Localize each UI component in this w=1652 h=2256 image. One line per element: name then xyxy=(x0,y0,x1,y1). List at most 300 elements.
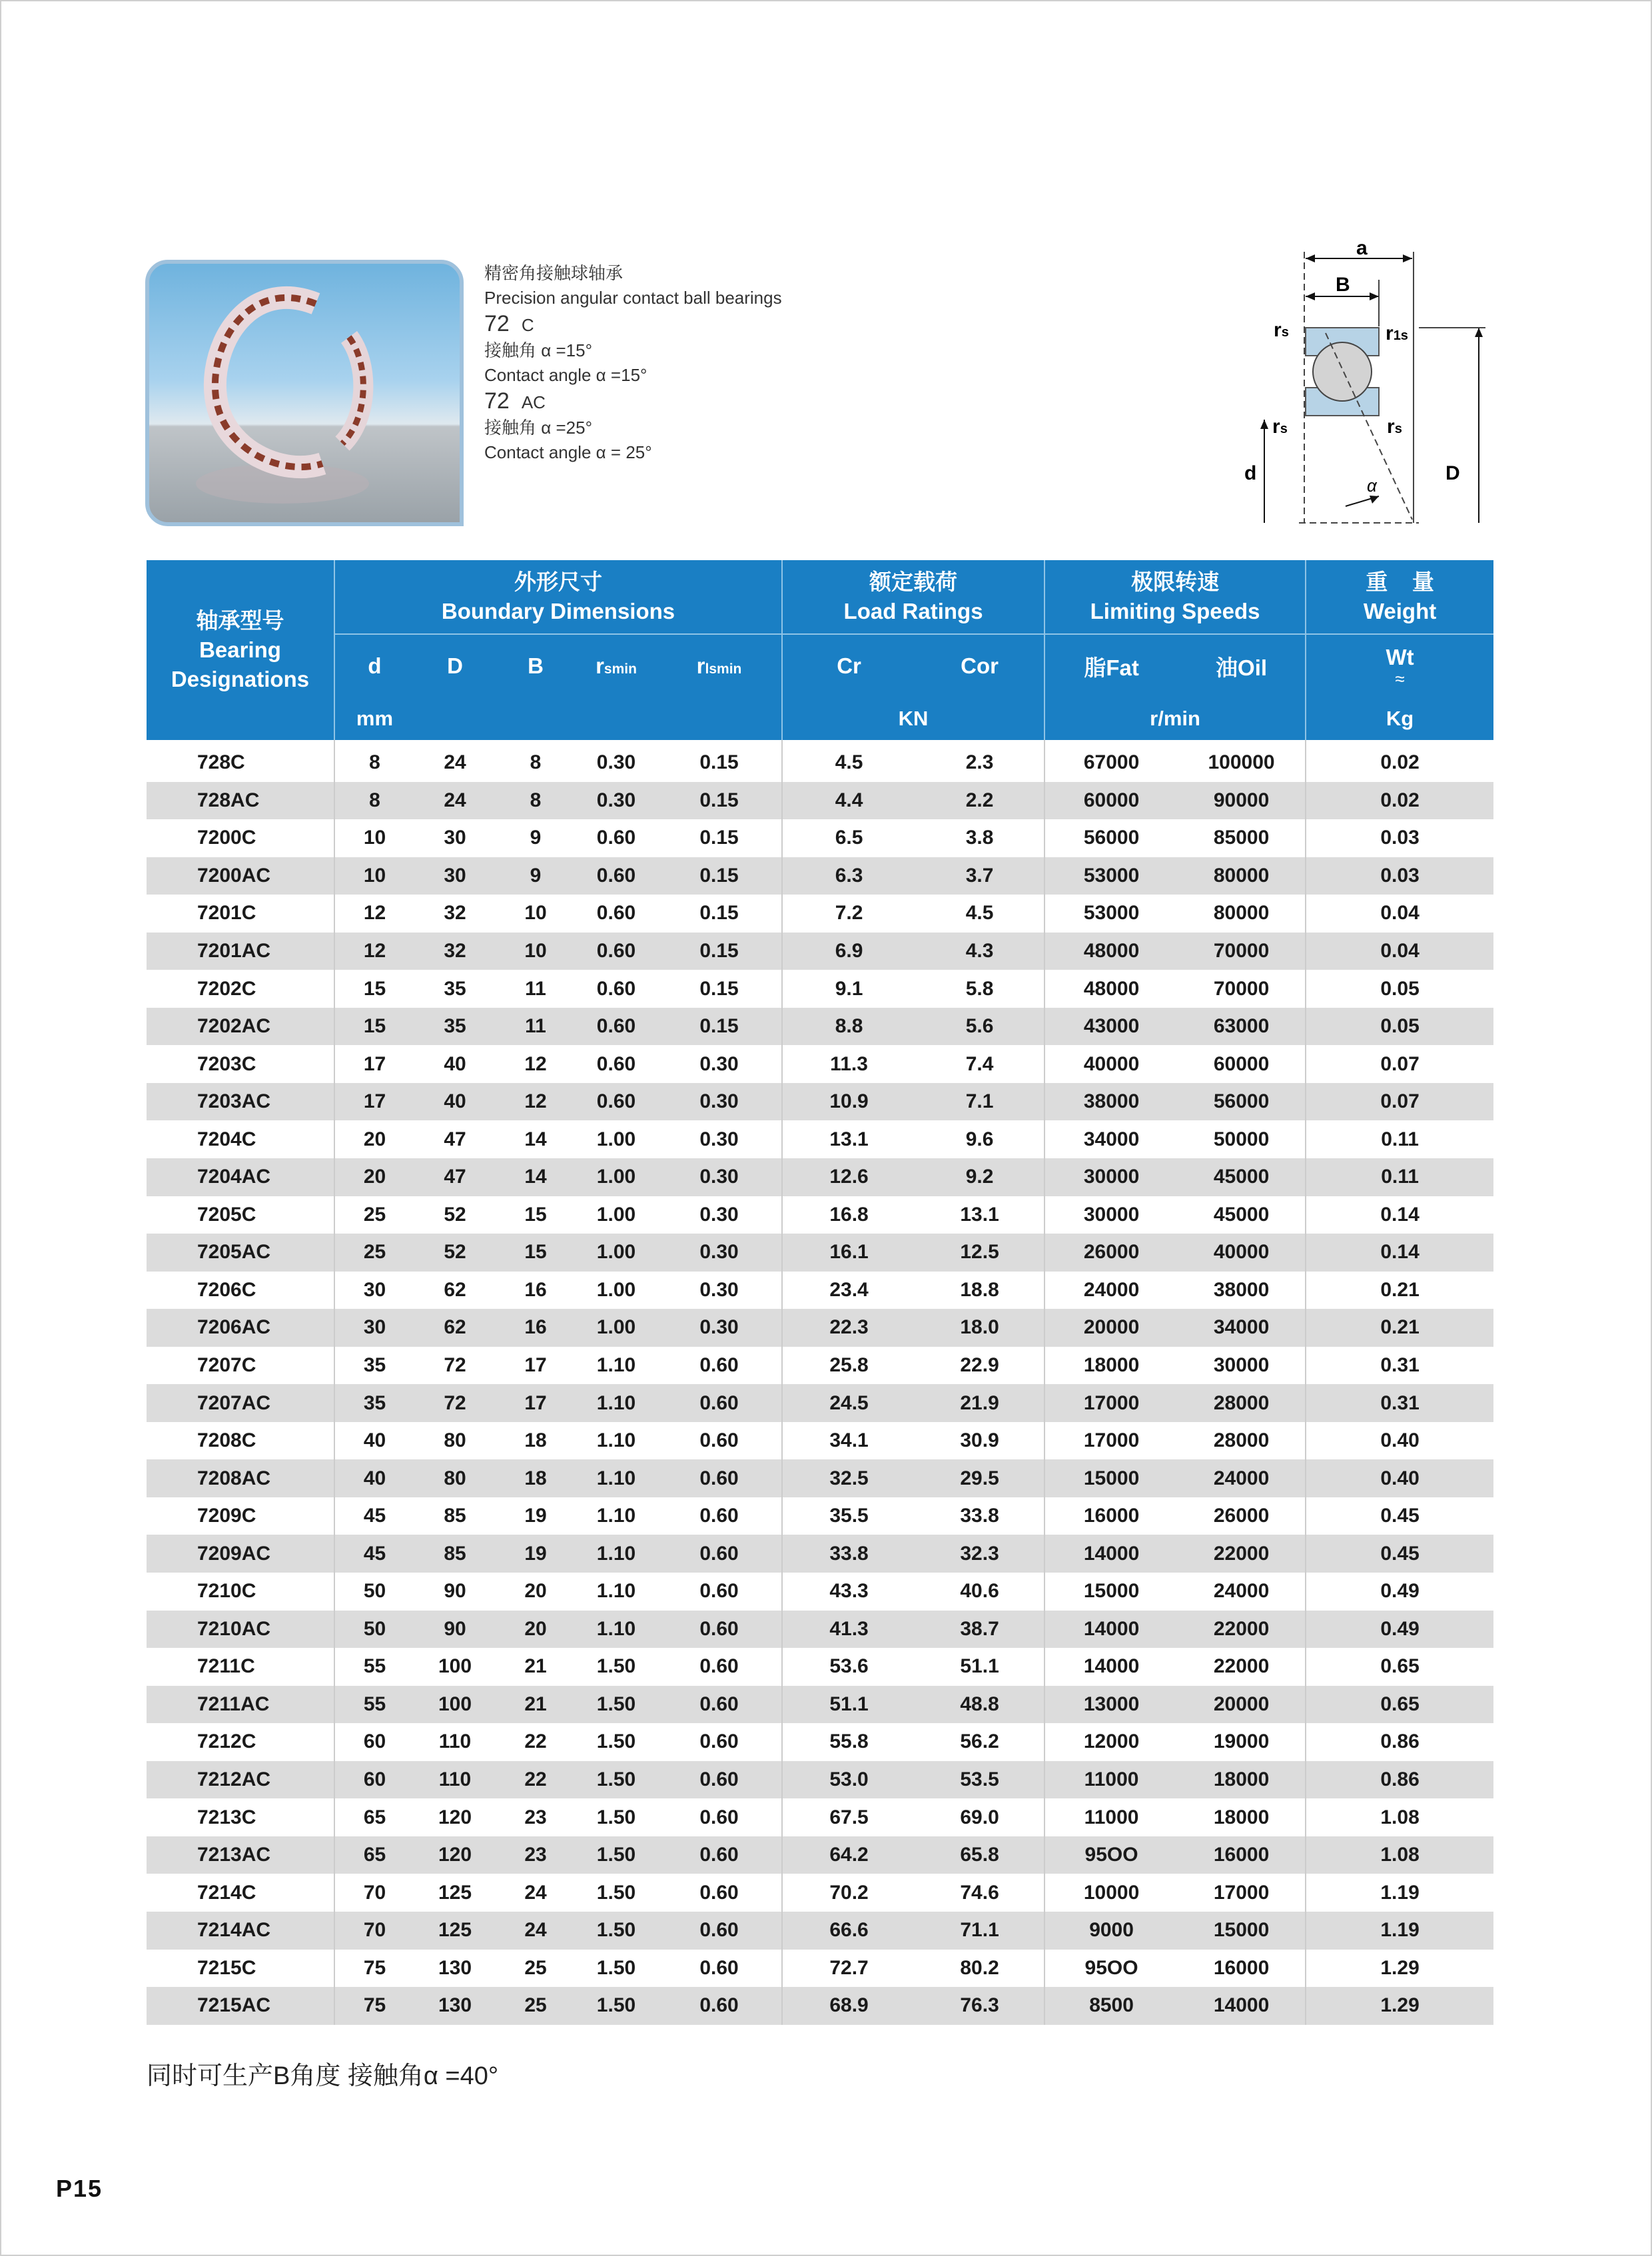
cell-designation: 728AC xyxy=(147,782,334,820)
cell-designation: 7203C xyxy=(147,1045,334,1083)
label-r1s: r1s xyxy=(1386,322,1408,344)
cell-D: 120 xyxy=(414,1836,496,1874)
cell-B: 22 xyxy=(496,1761,576,1799)
cell-speed-oil: 20000 xyxy=(1178,1686,1306,1724)
cell-designation: 7204C xyxy=(147,1120,334,1158)
cell-speed-fat: 30000 xyxy=(1083,1203,1140,1226)
header-boundary: 外形尺寸 Boundary Dimensions xyxy=(334,560,782,634)
cell-cor: 5.8 xyxy=(915,970,1044,1008)
series-72c: 72 C xyxy=(484,311,534,336)
cell-cor: 21.9 xyxy=(915,1384,1044,1422)
cell-speed-oil: 80000 xyxy=(1178,895,1306,933)
cell-speed-fat: 48000 xyxy=(1044,933,1178,970)
cell-B: 11 xyxy=(496,1008,576,1046)
cell-r1smin: 0.60 xyxy=(657,1573,782,1611)
cell-r1smin: 0.60 xyxy=(657,1648,782,1686)
cell-weight: 0.31 xyxy=(1306,1384,1493,1422)
cell-designation: 7202AC xyxy=(147,1008,334,1046)
cell-d: 70 xyxy=(363,1881,386,1904)
cell-D: 47 xyxy=(444,1128,466,1150)
cell-cor: 69.0 xyxy=(915,1798,1044,1836)
cell-rsmin: 1.50 xyxy=(576,1686,657,1724)
cell-weight: 1.08 xyxy=(1306,1836,1493,1874)
cell-cr: 64.2 xyxy=(782,1836,915,1874)
cell-speed-oil: 80000 xyxy=(1178,857,1306,895)
cell-cor: 9.2 xyxy=(915,1158,1044,1196)
cell-D: 62 xyxy=(444,1278,466,1301)
cell-D: 120 xyxy=(438,1806,472,1828)
cell-d: 20 xyxy=(334,1158,414,1196)
cell-d: 65 xyxy=(363,1806,386,1828)
cell-cor: 33.8 xyxy=(915,1497,1044,1535)
cell-cor: 2.3 xyxy=(915,740,1044,782)
cell-cor: 22.9 xyxy=(915,1347,1044,1385)
table-row xyxy=(147,1008,1493,1046)
cell-cor: 4.3 xyxy=(915,933,1044,970)
cell-cr: 22.3 xyxy=(782,1309,915,1347)
cell-cr: 68.9 xyxy=(782,1987,915,2025)
cell-designation: 7211AC xyxy=(147,1686,334,1724)
cell-designation: 7214AC xyxy=(147,1912,334,1950)
cell-weight: 0.03 xyxy=(1380,827,1420,849)
cell-speed-oil: 28000 xyxy=(1178,1384,1306,1422)
table-row xyxy=(147,1158,1493,1196)
cell-cr: 6.9 xyxy=(782,933,915,970)
cell-weight: 1.29 xyxy=(1380,1956,1420,1979)
cell-speed-oil: 85000 xyxy=(1178,819,1306,857)
cell-speed-oil: 22000 xyxy=(1178,1535,1306,1573)
cell-d: 70 xyxy=(334,1912,414,1950)
cell-rsmin: 0.30 xyxy=(576,782,657,820)
table-row xyxy=(147,1686,1493,1724)
cell-speed-fat: 95OO xyxy=(1084,1956,1138,1979)
table-row xyxy=(147,1836,1493,1874)
cell-r1smin: 0.60 xyxy=(657,1686,782,1724)
cell-D: 130 xyxy=(414,1987,496,2025)
cell-rsmin: 1.50 xyxy=(576,1912,657,1950)
table-row xyxy=(147,1798,1493,1836)
cell-B: 18 xyxy=(524,1429,547,1452)
cell-B: 8 xyxy=(530,751,542,774)
cell-designation: 7204AC xyxy=(147,1158,334,1196)
cell-d: 17 xyxy=(363,1052,386,1075)
cell-d: 15 xyxy=(363,977,386,1000)
cell-r1smin: 0.15 xyxy=(657,970,782,1008)
cell-designation: 7211C xyxy=(147,1648,334,1686)
cell-rsmin: 1.10 xyxy=(596,1580,636,1603)
cell-r1smin: 0.30 xyxy=(657,1272,782,1310)
cell-speed-oil: 60000 xyxy=(1178,1045,1306,1083)
bearing-section-diagram xyxy=(1244,237,1485,533)
cell-r1smin: 0.15 xyxy=(657,782,782,820)
cell-speed-oil: 18000 xyxy=(1178,1761,1306,1799)
cell-weight: 0.40 xyxy=(1306,1459,1493,1497)
cell-speed-oil: 19000 xyxy=(1178,1723,1306,1761)
label-D: D xyxy=(1446,462,1460,484)
cell-cor: 53.5 xyxy=(915,1761,1044,1799)
cell-cr: 53.6 xyxy=(829,1655,869,1678)
cell-cr: 6.3 xyxy=(782,857,915,895)
cell-cr: 24.5 xyxy=(782,1384,915,1422)
cell-designation: 7205C xyxy=(147,1196,334,1234)
table-row xyxy=(147,1950,1493,1988)
cell-speed-fat: 56000 xyxy=(1083,827,1140,849)
cell-cr: 8.8 xyxy=(782,1008,915,1046)
cell-speed-oil: 50000 xyxy=(1178,1120,1306,1158)
cell-r1smin: 0.30 xyxy=(657,1083,782,1121)
cell-r1smin: 0.15 xyxy=(657,819,782,857)
col-D: D xyxy=(414,634,496,697)
cell-d: 12 xyxy=(363,902,386,925)
cell-cor: 65.8 xyxy=(915,1836,1044,1874)
cell-B: 20 xyxy=(524,1580,547,1603)
cell-weight: 0.40 xyxy=(1380,1429,1420,1452)
cell-designation: 7212C xyxy=(147,1723,334,1761)
cell-rsmin: 1.10 xyxy=(576,1611,657,1649)
table-row xyxy=(147,1422,1493,1460)
label-B: B xyxy=(1336,274,1350,296)
cell-D: 72 xyxy=(444,1354,466,1377)
label-rs-left: rs xyxy=(1272,416,1288,438)
cell-cr: 35.5 xyxy=(829,1505,869,1527)
cell-speed-fat: 17000 xyxy=(1044,1384,1178,1422)
cell-weight: 0.03 xyxy=(1306,857,1493,895)
table-row xyxy=(147,740,1493,782)
cell-speed-oil: 17000 xyxy=(1178,1874,1306,1912)
cell-rsmin: 1.50 xyxy=(576,1761,657,1799)
col-wt: Wt ≈ xyxy=(1306,634,1493,697)
cell-B: 19 xyxy=(524,1505,547,1527)
cell-rsmin: 1.00 xyxy=(596,1278,636,1301)
cell-d: 35 xyxy=(363,1354,386,1377)
cell-weight: 0.04 xyxy=(1306,933,1493,970)
table-row xyxy=(147,1648,1493,1686)
cell-speed-fat: 15000 xyxy=(1083,1580,1140,1603)
cell-r1smin: 0.60 xyxy=(657,1950,782,1988)
cell-rsmin: 0.30 xyxy=(596,751,636,774)
table-row xyxy=(147,819,1493,857)
product-intro xyxy=(484,261,782,465)
cell-r1smin: 0.30 xyxy=(657,1045,782,1083)
cell-rsmin: 1.10 xyxy=(596,1505,636,1527)
label-alpha: α xyxy=(1367,476,1377,496)
cell-d: 75 xyxy=(363,1956,386,1979)
cell-D: 80 xyxy=(444,1429,466,1452)
cell-cor: 38.7 xyxy=(915,1611,1044,1649)
cell-cor: 30.9 xyxy=(915,1422,1044,1460)
cell-D: 24 xyxy=(414,782,496,820)
cell-cr: 16.8 xyxy=(829,1203,869,1226)
cell-speed-fat: 17000 xyxy=(1083,1429,1140,1452)
col-r1smin: rlsmin xyxy=(657,634,782,697)
cell-B: 16 xyxy=(524,1278,547,1301)
cell-designation: 7207AC xyxy=(147,1384,334,1422)
cell-speed-fat: 13000 xyxy=(1044,1686,1178,1724)
cell-d: 55 xyxy=(363,1655,386,1678)
cell-r1smin: 0.60 xyxy=(657,1384,782,1422)
cell-speed-fat: 10000 xyxy=(1083,1881,1140,1904)
cell-B: 25 xyxy=(496,1987,576,2025)
cell-weight: 0.86 xyxy=(1306,1761,1493,1799)
unit-kg: Kg xyxy=(1306,697,1493,740)
cell-cor: 74.6 xyxy=(915,1874,1044,1912)
cell-weight: 0.31 xyxy=(1380,1354,1420,1377)
cell-D: 35 xyxy=(414,1008,496,1046)
cell-r1smin: 0.30 xyxy=(657,1309,782,1347)
cell-B: 21 xyxy=(524,1655,547,1678)
table-row xyxy=(147,970,1493,1008)
cell-cr: 10.9 xyxy=(782,1083,915,1121)
cell-designation: 7212AC xyxy=(147,1761,334,1799)
cell-cor: 13.1 xyxy=(915,1196,1044,1234)
cell-rsmin: 0.60 xyxy=(576,1008,657,1046)
cell-B: 9 xyxy=(530,827,542,849)
col-rsmin: rsmin xyxy=(576,634,657,697)
cell-d: 35 xyxy=(334,1384,414,1422)
cell-d: 40 xyxy=(363,1429,386,1452)
table-row xyxy=(147,895,1493,933)
cell-d: 50 xyxy=(334,1611,414,1649)
table-row xyxy=(147,857,1493,895)
cell-weight: 0.02 xyxy=(1380,751,1420,774)
cell-speed-fat: 16000 xyxy=(1083,1505,1140,1527)
cell-rsmin: 0.60 xyxy=(596,827,636,849)
cell-B: 14 xyxy=(496,1158,576,1196)
cell-B: 15 xyxy=(496,1234,576,1272)
cell-r1smin: 0.60 xyxy=(657,1836,782,1874)
cell-B: 17 xyxy=(524,1354,547,1377)
cell-D: 100 xyxy=(414,1686,496,1724)
cell-speed-oil: 38000 xyxy=(1178,1272,1306,1310)
cell-rsmin: 0.60 xyxy=(576,1083,657,1121)
cell-D: 130 xyxy=(438,1956,472,1979)
cell-cor: 7.1 xyxy=(915,1083,1044,1121)
table-row xyxy=(147,1384,1493,1422)
cell-cr: 32.5 xyxy=(782,1459,915,1497)
cell-rsmin: 1.50 xyxy=(596,1806,636,1828)
cell-rsmin: 1.50 xyxy=(596,1881,636,1904)
cell-r1smin: 0.30 xyxy=(657,1234,782,1272)
col-oil: 油Oil xyxy=(1178,634,1306,697)
cell-cr: 66.6 xyxy=(782,1912,915,1950)
cell-B: 23 xyxy=(496,1836,576,1874)
cell-designation: 7206AC xyxy=(147,1309,334,1347)
cell-speed-oil: 70000 xyxy=(1178,970,1306,1008)
cell-rsmin: 1.50 xyxy=(576,1987,657,2025)
cell-r1smin: 0.60 xyxy=(657,1987,782,2025)
cell-d: 30 xyxy=(334,1309,414,1347)
cell-r1smin: 0.60 xyxy=(657,1723,782,1761)
cell-rsmin: 1.00 xyxy=(576,1309,657,1347)
col-B: B xyxy=(496,634,576,697)
cell-weight: 0.65 xyxy=(1306,1686,1493,1724)
cell-d: 8 xyxy=(369,751,380,774)
cell-B: 11 xyxy=(525,977,546,1000)
cell-cr: 33.8 xyxy=(782,1535,915,1573)
cell-d: 20 xyxy=(363,1128,386,1150)
cell-cor: 3.8 xyxy=(915,819,1044,857)
bearing-illustration xyxy=(149,264,460,522)
cell-B: 10 xyxy=(524,902,547,925)
cell-cor: 3.7 xyxy=(915,857,1044,895)
cell-speed-oil: 45000 xyxy=(1178,1158,1306,1196)
cell-speed-fat: 26000 xyxy=(1044,1234,1178,1272)
cell-rsmin: 1.10 xyxy=(596,1354,636,1377)
cell-weight: 1.08 xyxy=(1380,1806,1420,1828)
cell-D: 90 xyxy=(444,1580,466,1603)
cell-B: 25 xyxy=(524,1956,547,1979)
cell-r1smin: 0.60 xyxy=(657,1912,782,1950)
cell-cr: 43.3 xyxy=(829,1580,869,1603)
cell-rsmin: 1.10 xyxy=(596,1429,636,1452)
cell-D: 47 xyxy=(414,1158,496,1196)
table-row xyxy=(147,1196,1493,1234)
cell-B: 19 xyxy=(496,1535,576,1573)
cell-B: 22 xyxy=(524,1730,547,1753)
table-row xyxy=(147,1573,1493,1611)
cell-speed-fat: 14000 xyxy=(1044,1611,1178,1649)
cell-designation: 7205AC xyxy=(147,1234,334,1272)
cell-designation: 7208C xyxy=(147,1422,334,1460)
cell-speed-fat: 9000 xyxy=(1044,1912,1178,1950)
cell-speed-fat: 12000 xyxy=(1083,1730,1140,1753)
cell-cor: 18.0 xyxy=(915,1309,1044,1347)
cell-B: 18 xyxy=(496,1459,576,1497)
cell-designation: 7208AC xyxy=(147,1459,334,1497)
cell-B: 8 xyxy=(496,782,576,820)
unit-kn: KN xyxy=(782,697,1044,740)
cell-r1smin: 0.15 xyxy=(657,857,782,895)
cell-weight: 1.19 xyxy=(1380,1881,1420,1904)
cell-d: 45 xyxy=(363,1505,386,1527)
cell-designation: 7206C xyxy=(147,1272,334,1310)
table-row xyxy=(147,1535,1493,1573)
cell-speed-oil: 24000 xyxy=(1178,1459,1306,1497)
cell-cor: 7.4 xyxy=(915,1045,1044,1083)
cell-cor: 9.6 xyxy=(915,1120,1044,1158)
cell-D: 35 xyxy=(444,977,466,1000)
table-row xyxy=(147,1761,1493,1799)
cell-weight: 0.11 xyxy=(1381,1128,1419,1150)
cell-D: 72 xyxy=(414,1384,496,1422)
cell-cr: 51.1 xyxy=(782,1686,915,1724)
cell-cor: 48.8 xyxy=(915,1686,1044,1724)
cell-cor: 80.2 xyxy=(915,1950,1044,1988)
table-row xyxy=(147,933,1493,970)
angle2-en: Contact angle α = 25° xyxy=(484,442,652,462)
table-row xyxy=(147,1272,1493,1310)
cell-B: 24 xyxy=(496,1912,576,1950)
cell-r1smin: 0.30 xyxy=(657,1196,782,1234)
cell-cr: 9.1 xyxy=(835,977,863,1000)
cell-D: 24 xyxy=(444,751,466,774)
cell-cor: 18.8 xyxy=(915,1272,1044,1310)
cell-B: 20 xyxy=(496,1611,576,1649)
cell-weight: 0.49 xyxy=(1306,1611,1493,1649)
header-load: 额定载荷 Load Ratings xyxy=(782,560,1044,634)
cell-weight: 0.05 xyxy=(1380,977,1420,1000)
cell-designation: 7200AC xyxy=(147,857,334,895)
cell-D: 80 xyxy=(414,1459,496,1497)
table-body xyxy=(147,740,1493,2025)
header-speed: 极限转速 Limiting Speeds xyxy=(1044,560,1306,634)
cell-D: 125 xyxy=(414,1912,496,1950)
cell-speed-fat: 18000 xyxy=(1083,1354,1140,1377)
cell-r1smin: 0.60 xyxy=(657,1611,782,1649)
cell-B: 14 xyxy=(524,1128,547,1150)
cell-speed-oil: 90000 xyxy=(1178,782,1306,820)
cell-cor: 56.2 xyxy=(915,1723,1044,1761)
cell-weight: 0.86 xyxy=(1380,1730,1420,1753)
cell-r1smin: 0.30 xyxy=(657,1158,782,1196)
cell-speed-fat: 20000 xyxy=(1044,1309,1178,1347)
cell-weight: 0.45 xyxy=(1380,1505,1420,1527)
angle1-cn: 接触角 α =15° xyxy=(484,340,592,360)
cell-weight: 0.02 xyxy=(1306,782,1493,820)
cell-speed-oil: 30000 xyxy=(1178,1347,1306,1385)
cell-r1smin: 0.60 xyxy=(657,1347,782,1385)
cell-designation: 7203AC xyxy=(147,1083,334,1121)
cell-speed-oil: 18000 xyxy=(1178,1798,1306,1836)
cell-d: 55 xyxy=(334,1686,414,1724)
cell-cr: 16.1 xyxy=(782,1234,915,1272)
cell-rsmin: 1.10 xyxy=(576,1459,657,1497)
cell-r1smin: 0.60 xyxy=(657,1535,782,1573)
header-designation: 轴承型号 Bearing Designations xyxy=(147,560,334,740)
table-row xyxy=(147,1874,1493,1912)
cell-speed-fat: 14000 xyxy=(1083,1655,1140,1678)
cell-speed-oil: 100000 xyxy=(1178,740,1306,782)
cell-weight: 0.04 xyxy=(1380,902,1420,925)
cell-weight: 0.45 xyxy=(1306,1535,1493,1573)
cell-speed-oil: 56000 xyxy=(1178,1083,1306,1121)
cell-r1smin: 0.15 xyxy=(657,740,782,782)
cell-D: 32 xyxy=(414,933,496,970)
en-title: Precision angular contact ball bearings xyxy=(484,288,782,308)
bearing-table xyxy=(147,560,1493,2025)
cell-cor: 5.6 xyxy=(915,1008,1044,1046)
cell-speed-fat: 15000 xyxy=(1044,1459,1178,1497)
cell-cr: 41.3 xyxy=(782,1611,915,1649)
cell-rsmin: 1.50 xyxy=(596,1956,636,1979)
cell-D: 110 xyxy=(414,1761,496,1799)
cell-speed-fat: 30000 xyxy=(1044,1158,1178,1196)
cell-speed-fat: 14000 xyxy=(1044,1535,1178,1573)
cell-speed-fat: 60000 xyxy=(1044,782,1178,820)
cell-B: 12 xyxy=(524,1052,547,1075)
cell-r1smin: 0.60 xyxy=(657,1459,782,1497)
cell-speed-oil: 45000 xyxy=(1178,1196,1306,1234)
cell-weight: 0.49 xyxy=(1380,1580,1420,1603)
cell-speed-fat: 38000 xyxy=(1044,1083,1178,1121)
cell-speed-oil: 24000 xyxy=(1178,1573,1306,1611)
cell-d: 65 xyxy=(334,1836,414,1874)
unit-rmin: r/min xyxy=(1044,697,1306,740)
cell-B: 16 xyxy=(496,1309,576,1347)
cell-B: 21 xyxy=(496,1686,576,1724)
cell-B: 23 xyxy=(524,1806,547,1828)
cell-designation: 7213C xyxy=(147,1798,334,1836)
cell-d: 25 xyxy=(363,1203,386,1226)
cell-cr: 34.1 xyxy=(829,1429,869,1452)
cell-rsmin: 1.00 xyxy=(576,1158,657,1196)
cell-cor: 12.5 xyxy=(915,1234,1044,1272)
cell-speed-fat: 8500 xyxy=(1044,1987,1178,2025)
table-row xyxy=(147,1987,1493,2025)
header-weight: 重 量 Weight xyxy=(1306,560,1493,634)
unit-mm: mm xyxy=(334,697,414,740)
table-row xyxy=(147,1234,1493,1272)
